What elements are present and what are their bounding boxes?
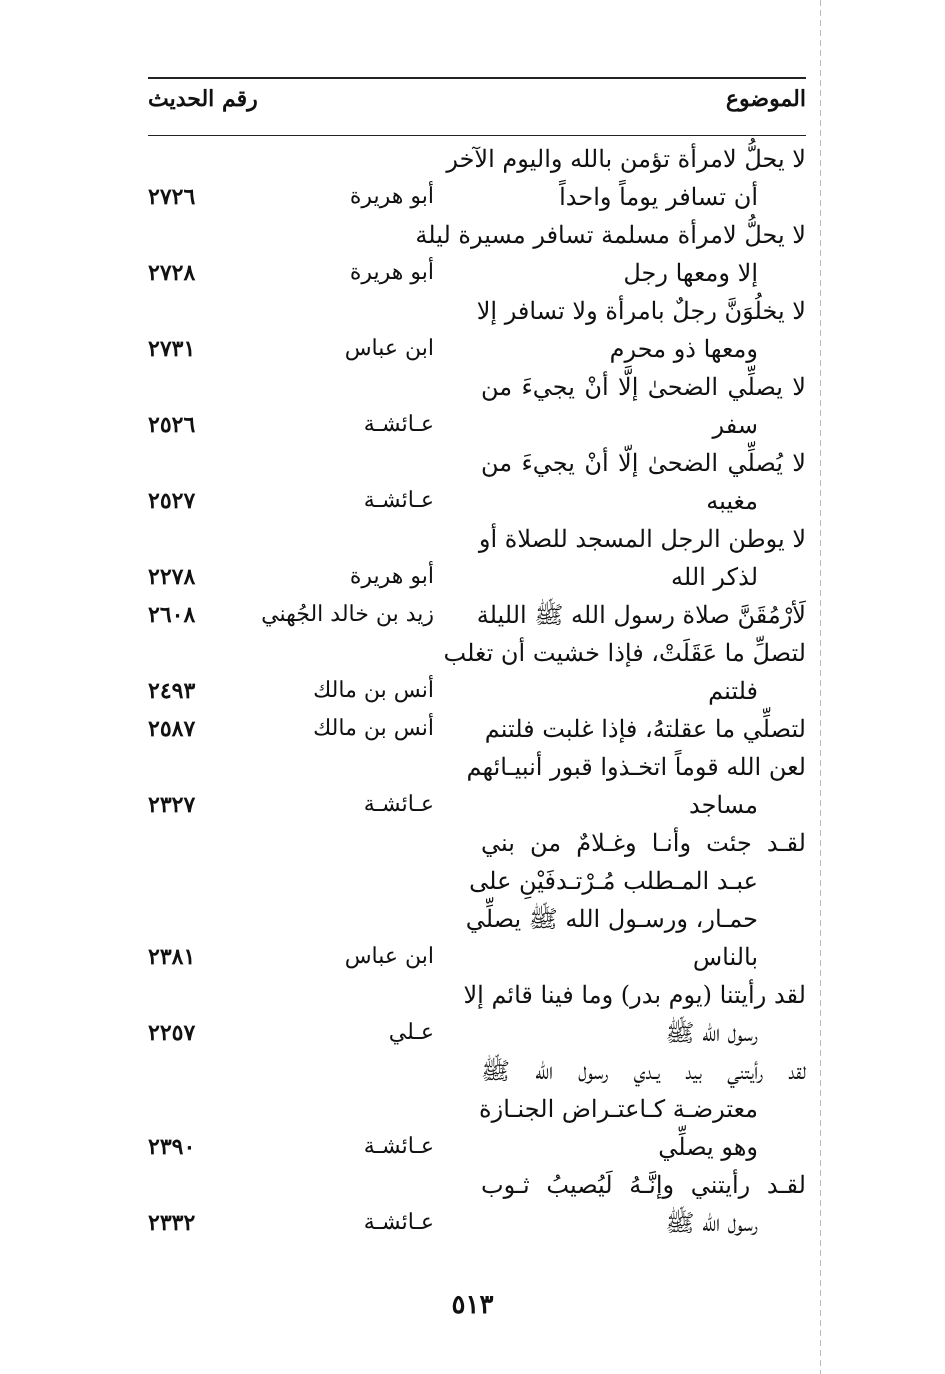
entry-topic-continuation: حمـار، ورسـول الله ﷺ يصلِّي — [465, 905, 758, 933]
entry-hadith-number: ٢٥٢٧ — [148, 488, 196, 514]
entry-topic-continuation: وهو يصلِّي — [658, 1133, 758, 1161]
entry-hadith-number: ٢٣٣٢ — [148, 1210, 196, 1236]
index-entry — [148, 292, 806, 368]
entry-narrator: أنس بن مالك — [313, 716, 434, 741]
entry-topic-continuation: سفر — [712, 411, 758, 439]
index-entry — [148, 824, 806, 976]
index-entries — [148, 140, 806, 1242]
entry-topic-continuation: رسول الله ﷺ — [665, 1019, 758, 1047]
entry-topic-line: لا يحلُّ لامرأة تؤمن بالله واليوم الآخر — [446, 145, 806, 173]
entry-hadith-number: ٢٧٣١ — [148, 336, 196, 362]
entry-topic-line: لقد رأيتنا (يوم بدر) وما فينا قائم إلا — [463, 981, 806, 1009]
header-top-rule — [148, 77, 806, 79]
entry-hadith-number: ٢٦٠٨ — [148, 602, 196, 628]
index-entry — [148, 710, 806, 748]
entry-topic-line: لقـد جئت وأنـا وغـلامٌ من بني — [481, 829, 806, 857]
entry-narrator: أبو هريرة — [349, 184, 434, 209]
index-entry — [148, 748, 806, 824]
entry-topic-continuation: مغيبه — [706, 487, 758, 515]
index-entry — [148, 1052, 806, 1166]
entry-narrator: أبو هريرة — [349, 564, 434, 589]
page-number: ٥١٣ — [451, 1290, 494, 1320]
entry-topic-line: لَأرْمُقَنَّ صلاة رسول الله ﷺ الليلة — [476, 601, 806, 629]
entry-topic-continuation: بالناس — [692, 943, 758, 971]
entry-topic-continuation: معترضـة كـاعتـراض الجنـازة — [479, 1095, 758, 1123]
entry-topic-line: لعن الله قوماً اتخـذوا قبور أنبيـائهم — [466, 753, 806, 781]
index-entry — [148, 634, 806, 710]
entry-narrator: عـائشـة — [363, 792, 434, 817]
entry-topic-continuation: أن تسافر يوماً واحداً — [559, 183, 758, 211]
entry-topic-line: لقد رأيتني بيد يـدي رسول الله ﷺ — [481, 1057, 806, 1085]
entry-narrator: أنس بن مالك — [313, 678, 434, 703]
entry-hadith-number: ٢٥٨٧ — [148, 716, 196, 742]
entry-narrator: ابن عباس — [344, 336, 434, 361]
entry-hadith-number: ٢٣٢٧ — [148, 792, 196, 818]
index-header — [148, 86, 806, 126]
entry-topic-continuation: مساجد — [688, 791, 758, 819]
header-bottom-rule — [148, 135, 806, 136]
entry-topic-line: لا يصلِّي الضحىٰ إلَّا أنْ يجيءَ من — [481, 373, 806, 401]
entry-narrator: زيد بن خالد الجُهني — [261, 602, 434, 627]
index-entry — [148, 216, 806, 292]
entry-topic-line: لتصلِّ ما عَقَلَتْ، فإذا خشيت أن تغلب — [443, 639, 806, 667]
entry-narrator: عـلي — [388, 1020, 434, 1045]
entry-topic-line: لا يحلُّ لامرأة مسلمة تسافر مسيرة ليلة — [415, 221, 806, 249]
entry-topic-line: لا يُصلِّي الضحىٰ إلّا أنْ يجيءَ من — [481, 449, 806, 477]
entry-topic-continuation: فلتنم — [708, 677, 758, 705]
entry-hadith-number: ٢٣٩٠ — [148, 1134, 196, 1160]
entry-narrator: عـائشـة — [363, 1210, 434, 1235]
index-entry — [148, 1166, 806, 1242]
page-edge-line — [820, 0, 821, 1374]
entry-topic-continuation: عبـد المـطلب مُـرْتـدفَيْنِ على — [469, 867, 758, 895]
entry-narrator: عـائشـة — [363, 412, 434, 437]
entry-topic-line: لتصلِّي ما عقلتهُ، فإذا غلبت فلتنم — [484, 715, 806, 743]
entry-hadith-number: ٢٢٥٧ — [148, 1020, 196, 1046]
entry-hadith-number: ٢٧٢٨ — [148, 260, 196, 286]
entry-hadith-number: ٢٢٧٨ — [148, 564, 196, 590]
index-entry — [148, 444, 806, 520]
index-entry — [148, 140, 806, 216]
entry-hadith-number: ٢٧٢٦ — [148, 184, 196, 210]
entry-narrator: أبو هريرة — [349, 260, 434, 285]
entry-topic-continuation: رسول الله ﷺ — [665, 1209, 758, 1237]
index-entry — [148, 368, 806, 444]
entry-topic-continuation: لذكر الله — [671, 563, 758, 591]
entry-topic-line: لا يوطن الرجل المسجد للصلاة أو — [478, 525, 806, 553]
entry-narrator: عـائشـة — [363, 1134, 434, 1159]
entry-hadith-number: ٢٤٩٣ — [148, 678, 196, 704]
entry-topic-line: لقـد رأيتني وإنَّـهُ لَيُصيبُ ثـوب — [481, 1171, 806, 1199]
entry-topic-line: لا يخلُوَنَّ رجلٌ بامرأة ولا تسافر إلا — [476, 297, 806, 325]
index-entry — [148, 596, 806, 634]
header-topic: الموضوع — [725, 86, 806, 112]
entry-topic-continuation: ومعها ذو محرم — [609, 335, 758, 363]
entry-narrator: ابن عباس — [344, 944, 434, 969]
index-entry — [148, 976, 806, 1052]
entry-topic-continuation: إلا ومعها رجل — [623, 259, 758, 287]
entry-hadith-number: ٢٣٨١ — [148, 944, 196, 970]
entry-narrator: عـائشـة — [363, 488, 434, 513]
entry-hadith-number: ٢٥٢٦ — [148, 412, 196, 438]
header-hadith-number: رقم الحديث — [148, 86, 258, 112]
index-entry — [148, 520, 806, 596]
